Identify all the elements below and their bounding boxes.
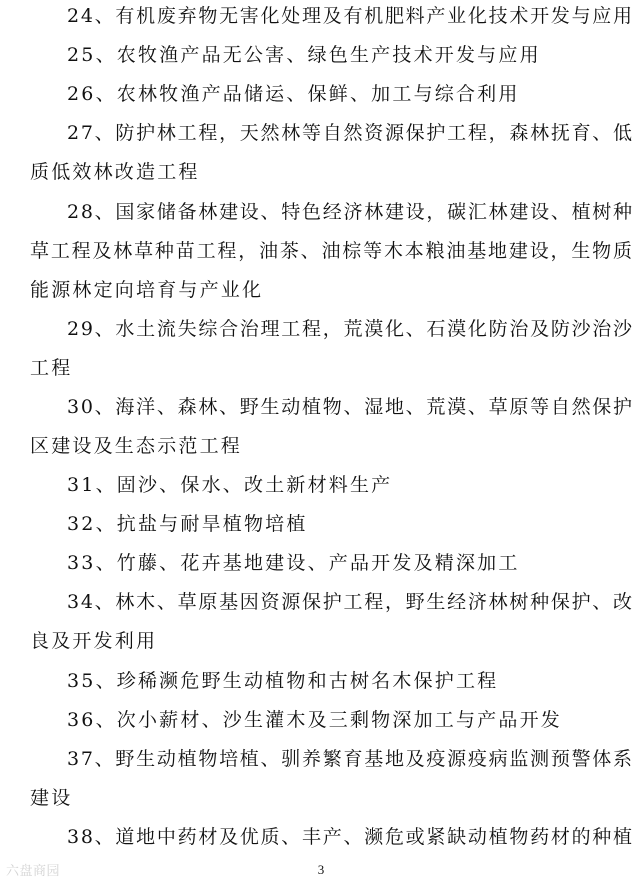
list-item-line: 区建设及生态示范工程 [30,435,243,457]
list-item-line: 工程 [30,357,73,379]
list-item-line: 质低效林改造工程 [30,161,200,183]
list-item-line: 34、林木、草原基因资源保护工程，野生经济林树种保护、改 [67,591,634,613]
list-item-line: 良及开发利用 [30,630,158,652]
list-item-line: 29、水土流失综合治理工程，荒漠化、石漠化防治及防沙治沙 [67,318,634,340]
list-item-line: 24、有机废弃物无害化处理及有机肥料产业化技术开发与应用 [67,5,634,27]
list-item-line: 32、抗盐与耐旱植物培植 [67,513,308,535]
list-item-line: 25、农牧渔产品无公害、绿色生产技术开发与应用 [67,44,541,66]
watermark: 六盘商园 [6,864,61,879]
list-item-line: 31、固沙、保水、改土新材料生产 [67,474,393,496]
list-item-line: 27、防护林工程，天然林等自然资源保护工程，森林抚育、低 [67,122,634,144]
list-item-line: 26、农林牧渔产品储运、保鲜、加工与综合利用 [67,83,520,105]
list-item-line: 草工程及林草种苗工程，油茶、油棕等木本粮油基地建设，生物质 [30,240,634,262]
list-item-line: 能源林定向培育与产业化 [30,279,264,301]
page-number: 3 [317,862,325,877]
list-item-line: 37、野生动植物培植、驯养繁育基地及疫源疫病监测预警体系 [67,748,634,770]
list-item-line: 36、次小薪材、沙生灌木及三剩物深加工与产品开发 [67,709,562,731]
list-item-line: 建设 [30,787,73,809]
list-item-line: 30、海洋、森林、野生动植物、湿地、荒漠、草原等自然保护 [67,396,634,418]
list-item-line: 38、道地中药材及优质、丰产、濒危或紧缺动植物药材的种植 [67,826,634,848]
list-item-line: 33、竹藤、花卉基地建设、产品开发及精深加工 [67,552,520,574]
list-item-line: 35、珍稀濒危野生动植物和古树名木保护工程 [67,670,499,692]
list-item-line: 28、国家储备林建设、特色经济林建设，碳汇林建设、植树种 [67,201,634,223]
